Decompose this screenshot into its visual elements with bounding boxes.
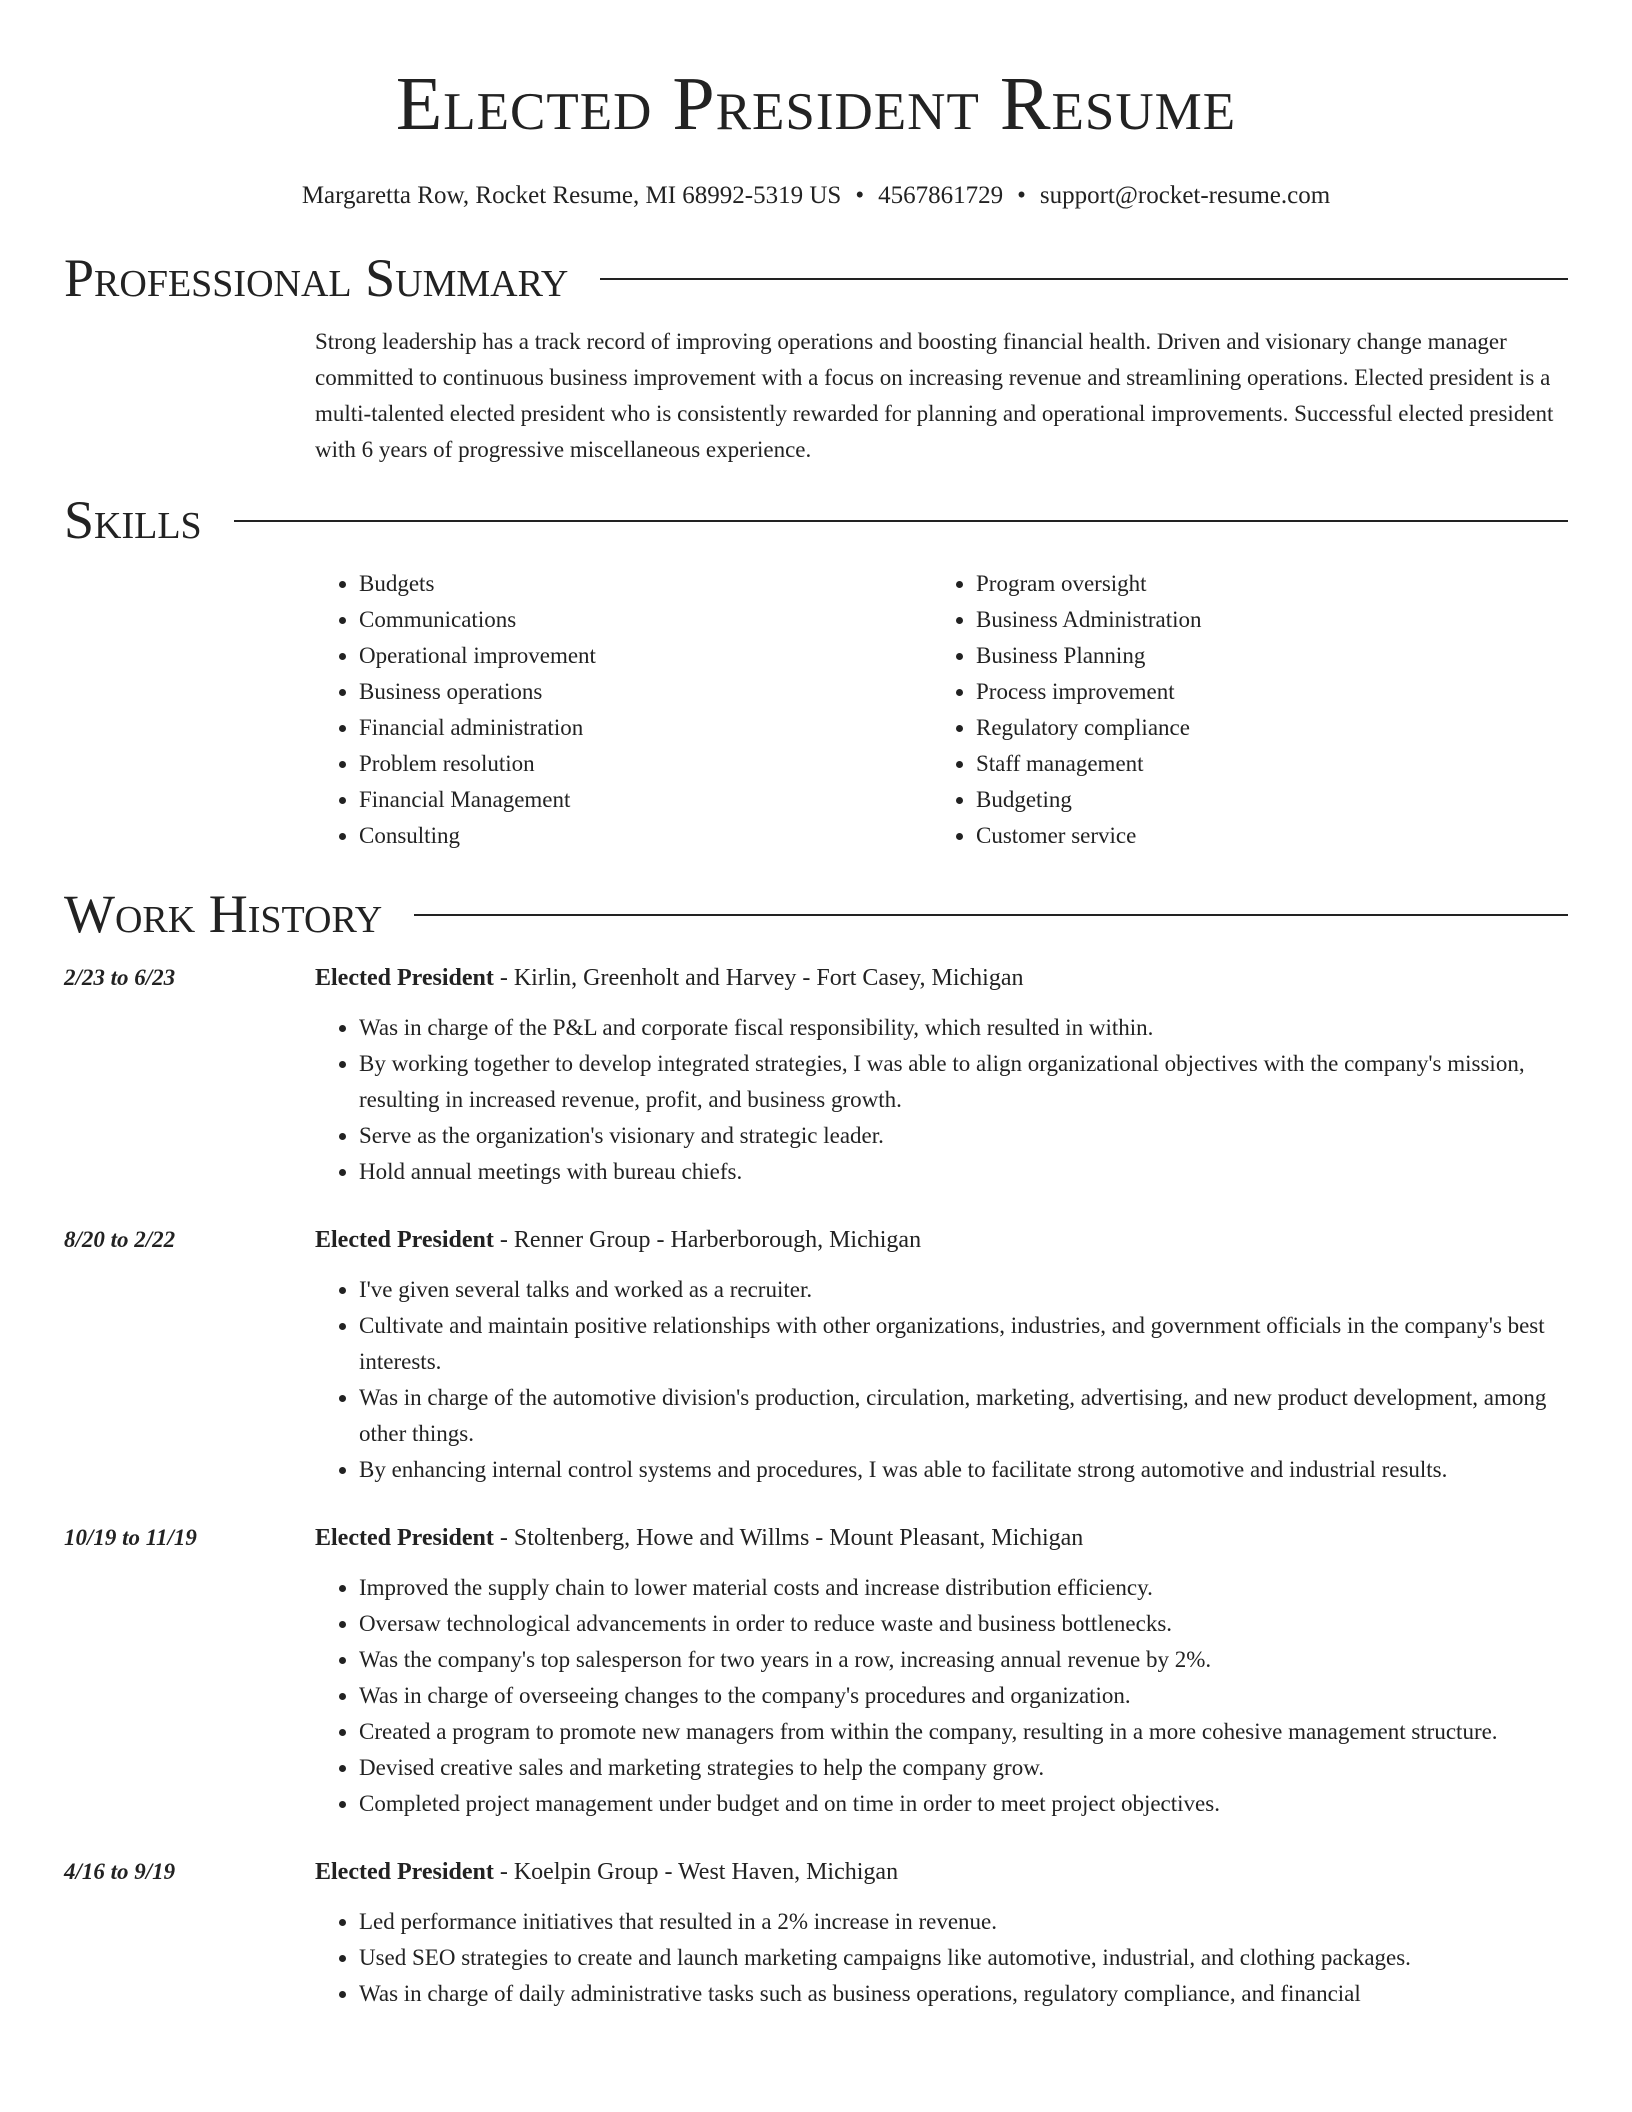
contact-separator: •	[855, 182, 865, 209]
job-bullet: • Devised creative sales and marketing strategies to help the company grow.	[359, 1750, 1568, 1786]
skill-item: • Customer service	[976, 818, 1549, 854]
job-content	[315, 1222, 1568, 1488]
skill-item: • Business Planning	[976, 638, 1549, 674]
job-details: - Koelpin Group - West Haven, Michigan	[493, 1859, 899, 1885]
job-title: Elected President	[315, 1859, 494, 1885]
job-dates: 2/23 to 6/23	[64, 965, 176, 990]
skill-item: • Staff management	[976, 746, 1549, 782]
skill-item: • Operational improvement	[359, 638, 932, 674]
resume-title: Elected President Resume	[395, 62, 1237, 146]
job-details: - Kirlin, Greenholt and Harvey - Fort Casey, Michigan	[493, 965, 1024, 991]
skills-grid	[315, 566, 1568, 854]
resume-page	[64, 0, 1568, 2012]
job-bullet: • Used SEO strategies to create and launch marketing campaigns like automotive, industrial, and clothing packages.	[359, 1940, 1568, 1976]
job-bullet: • Serve as the organization's visionary and strategic leader.	[359, 1118, 1568, 1154]
job-bullet: • Was in charge of the automotive division's production, circulation, marketing, advertising, and new product development, among other things.	[359, 1380, 1568, 1452]
skill-item: • Business operations	[359, 674, 932, 710]
job-bullet: • Oversaw technological advancements in order to reduce waste and business bottlenecks.	[359, 1606, 1568, 1642]
contact-email: support@rocket-resume.com	[1039, 182, 1331, 209]
summary-heading: Professional Summary	[64, 248, 569, 308]
job-dates: 8/20 to 2/22	[64, 1227, 176, 1252]
job-heading	[315, 1854, 1568, 1890]
job-bullet: • Improved the supply chain to lower material costs and increase distribution efficiency.	[359, 1570, 1568, 1606]
job-content	[315, 1520, 1568, 1822]
section-divider	[414, 914, 1568, 916]
job-bullets	[315, 1570, 1568, 1822]
job-bullets	[315, 1904, 1568, 2012]
skill-item: • Business Administration	[976, 602, 1549, 638]
job-heading	[315, 1222, 1568, 1258]
skills-section-header	[64, 488, 1568, 552]
job-bullet: • Was in charge of overseeing changes to the company's procedures and organization.	[359, 1678, 1568, 1714]
skill-item: • Financial Management	[359, 782, 932, 818]
job-bullets	[315, 1272, 1568, 1488]
job-details: - Renner Group - Harberborough, Michigan	[493, 1227, 922, 1253]
job-title: Elected President	[315, 1227, 494, 1253]
job-bullet: • Was the company's top salesperson for two years in a row, increasing annual revenue by 2%.	[359, 1642, 1568, 1678]
job-bullet: • Led performance initiatives that resulted in a 2% increase in revenue.	[359, 1904, 1568, 1940]
skill-item: • Communications	[359, 602, 932, 638]
contact-address: Margaretta Row, Rocket Resume, MI 68992-5319 US	[301, 182, 842, 209]
contact-separator: •	[1017, 182, 1026, 209]
work-heading: Work History	[64, 884, 383, 944]
skills-heading: Skills	[64, 490, 202, 550]
skill-item: • Consulting	[359, 818, 932, 854]
contact-phone: 4567861729	[878, 182, 1004, 209]
skill-item: • Problem resolution	[359, 746, 932, 782]
job-bullet: • Was in charge of daily administrative tasks such as business operations, regulatory compliance, and financial	[359, 1976, 1568, 2012]
job-bullet: • I've given several talks and worked as a recruiter.	[359, 1272, 1568, 1308]
job-entry	[64, 960, 1568, 1190]
skill-item: • Budgets	[359, 566, 932, 602]
work-section-header	[64, 882, 1568, 946]
job-bullet: • Was in charge of the P&L and corporate fiscal responsibility, which resulted in within.	[359, 1010, 1568, 1046]
job-entry	[64, 1854, 1568, 2012]
job-title: Elected President	[315, 1525, 494, 1551]
skills-list-right	[932, 566, 1549, 854]
job-entry	[64, 1222, 1568, 1488]
section-divider	[234, 520, 1568, 522]
job-content	[315, 1854, 1568, 2012]
skill-item: • Program oversight	[976, 566, 1549, 602]
job-bullets	[315, 1010, 1568, 1190]
job-bullet: • Hold annual meetings with bureau chiefs.	[359, 1154, 1568, 1190]
job-bullet: • By enhancing internal control systems and procedures, I was able to facilitate strong automotive and industrial results.	[359, 1452, 1568, 1488]
skills-list-left	[315, 566, 932, 854]
job-dates: 10/19 to 11/19	[64, 1525, 197, 1550]
summary-section-header	[64, 246, 1568, 310]
skill-item: • Budgeting	[976, 782, 1549, 818]
skill-item: • Regulatory compliance	[976, 710, 1549, 746]
job-content	[315, 960, 1568, 1190]
section-divider	[600, 278, 1568, 280]
summary-body	[315, 324, 1568, 468]
job-bullet: • Created a program to promote new managers from within the company, resulting in a more cohesive management structure.	[359, 1714, 1568, 1750]
skill-item: • Financial administration	[359, 710, 932, 746]
job-dates: 4/16 to 9/19	[64, 1859, 176, 1884]
job-details: - Stoltenberg, Howe and Willms - Mount Pleasant, Michigan	[493, 1525, 1084, 1551]
job-bullet: • Cultivate and maintain positive relationships with other organizations, industries, and government officials in the company's best interests.	[359, 1308, 1568, 1380]
skill-item: • Process improvement	[976, 674, 1549, 710]
job-title: Elected President	[315, 965, 494, 991]
job-heading	[315, 960, 1568, 996]
job-bullet: • Completed project management under budget and on time in order to meet project objectives.	[359, 1786, 1568, 1822]
job-heading	[315, 1520, 1568, 1556]
summary-text: Strong leadership has a track record of improving operations and boosting financial health. Driven and visionary change manager committed to continuous business improvement with a focus on increasing revenue and streamlining operations. Elected president is a multi-talented elected president who is consistently rewarded for planning and operational improvements. Successful elected president with 6 years of progressive miscellaneous experience.	[315, 329, 1554, 462]
job-entry	[64, 1520, 1568, 1822]
contact-line	[64, 180, 1568, 212]
job-bullet: • By working together to develop integrated strategies, I was able to align organizational objectives with the company's mission, resulting in increased revenue, profit, and business growth.	[359, 1046, 1568, 1118]
